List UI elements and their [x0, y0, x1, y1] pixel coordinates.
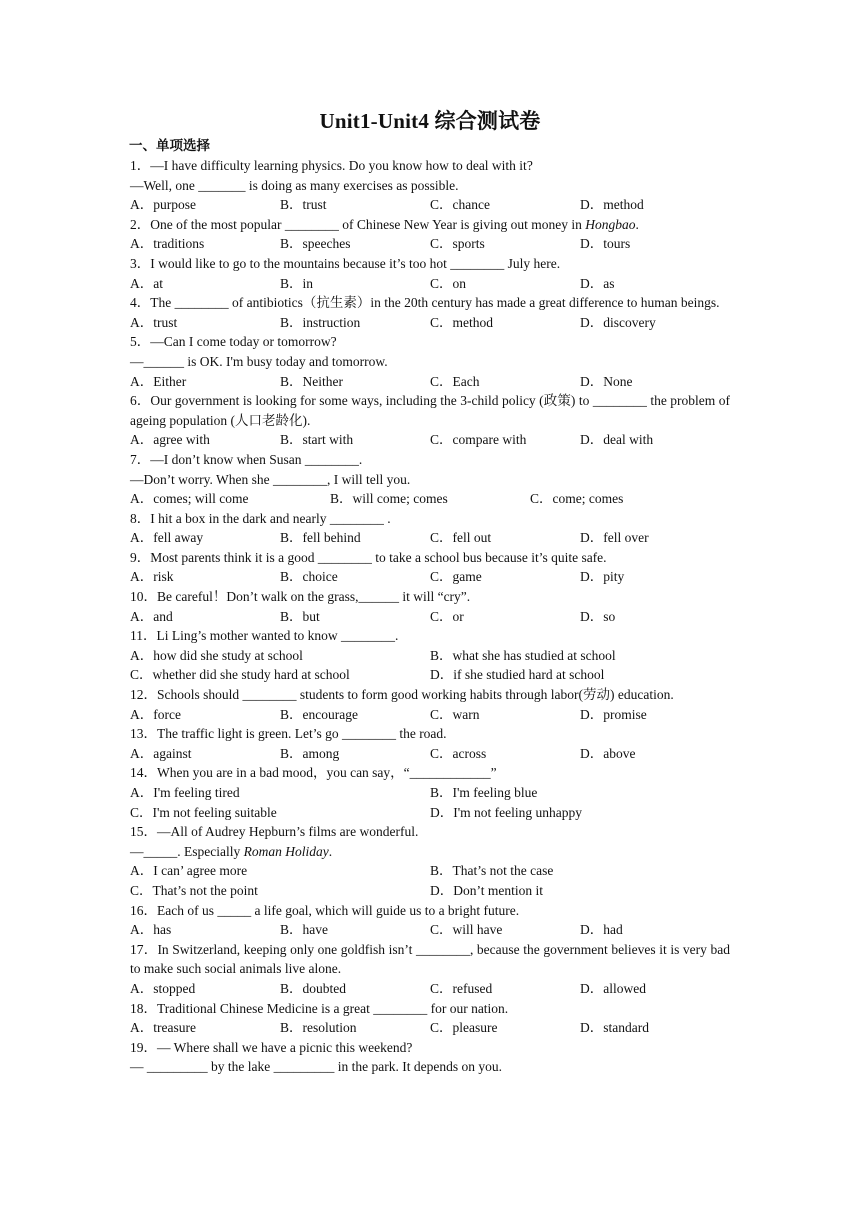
answer-option[interactable]: D．Don’t mention it	[430, 882, 543, 898]
question-11	[130, 626, 730, 685]
question-text: —Don’t worry. When she ________, I will tell you.	[130, 471, 411, 487]
answer-option[interactable]: B．will come; comes	[330, 491, 448, 507]
answer-option[interactable]: A．purpose	[130, 197, 196, 213]
answer-option[interactable]: C．Each	[430, 373, 480, 389]
answer-option[interactable]: C．That’s not the point	[130, 882, 258, 898]
answer-option[interactable]: A．comes; will come	[130, 491, 249, 507]
answer-option[interactable]: B．speeches	[280, 236, 351, 252]
answer-option[interactable]: A．stopped	[130, 980, 196, 996]
answer-option[interactable]: D．deal with	[580, 432, 654, 448]
answer-option[interactable]: A．risk	[130, 569, 174, 585]
answer-option[interactable]: A．how did she study at school	[130, 647, 303, 663]
answer-option[interactable]: C．on	[430, 275, 467, 291]
options-row	[130, 881, 730, 901]
page-title: Unit1-Unit4 综合测试卷	[319, 109, 541, 133]
question-text: 10．Be careful！Don’t walk on the grass,______ it will “cry”.	[130, 589, 471, 605]
question-text: 1．—I have difficulty learning physics. Do you know how to deal with it?	[130, 158, 533, 173]
options-row	[130, 313, 730, 333]
question-text: 8．I hit a box in the dark and nearly ________ .	[130, 510, 391, 526]
question-text: 3．I would like to go to the mountains because it’s too hot ________ July here.	[130, 255, 561, 271]
question-4	[130, 293, 730, 332]
answer-option[interactable]: B．That’s not the case	[430, 863, 554, 879]
answer-option[interactable]: D．promise	[580, 706, 647, 722]
answer-option[interactable]: A．treasure	[130, 1020, 196, 1036]
answer-option[interactable]: D．method	[580, 197, 644, 213]
question-text: 14．When you are in a bad mood，you can say，“____________”	[130, 765, 497, 781]
question-12	[130, 685, 730, 724]
question-5	[130, 332, 730, 391]
options-row	[130, 646, 730, 666]
answer-option[interactable]: B．fell behind	[280, 530, 361, 546]
answer-option[interactable]: A．I can’ agree more	[130, 863, 248, 879]
answer-option[interactable]: C．sports	[430, 236, 485, 252]
question-text: 7．—I don’t know when Susan ________.	[130, 451, 363, 467]
answer-option[interactable]: A．fell away	[130, 530, 204, 546]
answer-option[interactable]: A．has	[130, 922, 172, 938]
answer-option[interactable]: B．start with	[280, 432, 354, 448]
answer-option[interactable]: C．I'm not feeling suitable	[130, 804, 277, 820]
answer-option[interactable]: A．traditions	[130, 236, 205, 252]
answer-option[interactable]: D．fell over	[580, 530, 649, 546]
options-row	[130, 920, 730, 940]
question-7	[130, 450, 730, 509]
options-row	[130, 372, 730, 392]
answer-option[interactable]: C．come; comes	[530, 491, 624, 507]
question-1	[130, 156, 730, 215]
answer-option[interactable]: B．instruction	[280, 314, 361, 330]
question-18	[130, 999, 730, 1038]
answer-option[interactable]: B．among	[280, 745, 340, 761]
question-14	[130, 763, 730, 822]
question-text: 12．Schools should ________ students to form good working habits through labor(劳动) education.	[130, 687, 674, 703]
options-row	[130, 528, 730, 548]
options-row	[130, 430, 730, 450]
question-list	[130, 156, 730, 1077]
answer-option[interactable]: B．resolution	[280, 1020, 357, 1036]
answer-option[interactable]: C．fell out	[430, 530, 492, 546]
question-text: 13．The traffic light is green. Let’s go ________ the road.	[130, 726, 447, 742]
answer-option[interactable]: A．and	[130, 608, 173, 624]
question-8	[130, 509, 730, 548]
answer-option[interactable]: C．game	[430, 569, 482, 585]
exam-page	[130, 108, 730, 1077]
answer-option[interactable]: B．doubted	[280, 980, 346, 996]
options-row	[130, 705, 730, 725]
answer-option[interactable]: B．choice	[280, 569, 338, 585]
options-row	[130, 1018, 730, 1038]
answer-option[interactable]: C．pleasure	[430, 1020, 498, 1036]
question-text: 6．Our government is looking for some ways, including the 3-child policy (政策) to ________ the problem of ageing population (人口老龄化).	[130, 393, 730, 428]
question-19	[130, 1038, 730, 1077]
options-row	[130, 234, 730, 254]
options-row	[130, 489, 730, 509]
question-text: —______ is OK. I'm busy today and tomorrow.	[130, 353, 388, 369]
question-text: 11．Li Ling’s mother wanted to know ________.	[130, 628, 399, 644]
answer-option[interactable]: D．None	[580, 373, 633, 389]
question-13	[130, 724, 730, 763]
question-text: 2．One of the most popular ________ of Chinese New Year is giving out money in Hongbao.	[130, 216, 639, 232]
answer-option[interactable]: A．at	[130, 275, 163, 291]
question-text: —_____. Especially Roman Holiday.	[130, 843, 333, 859]
answer-option[interactable]: D．standard	[580, 1020, 649, 1036]
answer-option[interactable]: B．what she has studied at school	[430, 647, 616, 663]
question-2	[130, 215, 730, 254]
answer-option[interactable]: D．so	[580, 608, 616, 624]
answer-option[interactable]: C．whether did she study hard at school	[130, 667, 350, 683]
answer-option[interactable]: D．if she studied hard at school	[430, 667, 605, 683]
answer-option[interactable]: C．chance	[430, 197, 490, 213]
question-text: — _________ by the lake _________ in the park. It depends on you.	[130, 1059, 502, 1075]
answer-option[interactable]: A．I'm feeling tired	[130, 785, 240, 800]
answer-option[interactable]: C．compare with	[430, 432, 527, 448]
question-15	[130, 822, 730, 900]
answer-option[interactable]: C．or	[430, 608, 464, 624]
answer-option[interactable]: C．warn	[430, 706, 480, 722]
answer-option[interactable]: C．refused	[430, 980, 493, 996]
options-row	[130, 665, 730, 685]
answer-option[interactable]: D．I'm not feeling unhappy	[430, 804, 583, 820]
answer-option[interactable]: D．allowed	[580, 980, 646, 996]
options-row	[130, 783, 730, 803]
answer-option[interactable]: C．across	[430, 745, 487, 761]
answer-option[interactable]: B．have	[280, 922, 328, 938]
question-text: 5．—Can I come today or tomorrow?	[130, 334, 337, 350]
question-9	[130, 548, 730, 587]
answer-option[interactable]: A．force	[130, 706, 181, 722]
section-heading: 一、单项选择	[129, 138, 210, 154]
answer-option[interactable]: A．agree with	[130, 432, 210, 448]
question-text: 15．—All of Audrey Hepburn’s films are wonderful.	[130, 824, 419, 840]
options-row	[130, 744, 730, 764]
question-16	[130, 901, 730, 940]
question-text: —Well, one _______ is doing as many exercises as possible.	[130, 177, 459, 193]
answer-option[interactable]: D．as	[580, 275, 615, 291]
answer-option[interactable]: B．I'm feeling blue	[430, 785, 538, 800]
question-17	[130, 940, 730, 999]
answer-option[interactable]: B．but	[280, 608, 320, 624]
answer-option[interactable]: D．pity	[580, 569, 625, 585]
answer-option[interactable]: B．in	[280, 275, 314, 291]
question-text: 4．The ________ of antibiotics（抗生素）in the 20th century has made a great difference to human beings.	[130, 295, 720, 311]
answer-option[interactable]: B．trust	[280, 197, 327, 213]
answer-option[interactable]: A．against	[130, 745, 192, 761]
options-row	[130, 195, 730, 215]
question-6	[130, 391, 730, 450]
question-text: 9．Most parents think it is a good ________ to take a school bus because it’s quite safe.	[130, 549, 607, 565]
answer-option[interactable]: D．had	[580, 922, 623, 938]
question-3	[130, 254, 730, 293]
question-text: 17．In Switzerland, keeping only one goldfish isn’t ________, because the government believes it is very bad to make such social animals live alone.	[130, 941, 730, 977]
options-row	[130, 979, 730, 999]
answer-option[interactable]: D．tours	[580, 236, 631, 252]
answer-option[interactable]: B．Neither	[280, 373, 343, 389]
question-text: 18．Traditional Chinese Medicine is a great ________ for our nation.	[130, 1000, 509, 1016]
options-row	[130, 607, 730, 627]
answer-option[interactable]: C．method	[430, 314, 493, 330]
answer-option[interactable]: B．encourage	[280, 706, 358, 722]
options-row	[130, 567, 730, 587]
options-row	[130, 861, 730, 881]
answer-option[interactable]: A．Either	[130, 373, 187, 389]
answer-option[interactable]: D．discovery	[580, 314, 656, 330]
question-text: 19．— Where shall we have a picnic this weekend?	[130, 1039, 413, 1055]
options-row	[130, 803, 730, 823]
answer-option[interactable]: C．will have	[430, 922, 503, 938]
question-10	[130, 587, 730, 626]
options-row	[130, 274, 730, 294]
question-text: 16．Each of us _____ a life goal, which will guide us to a bright future.	[130, 902, 520, 918]
answer-option[interactable]: A．trust	[130, 314, 178, 330]
answer-option[interactable]: D．above	[580, 745, 636, 761]
